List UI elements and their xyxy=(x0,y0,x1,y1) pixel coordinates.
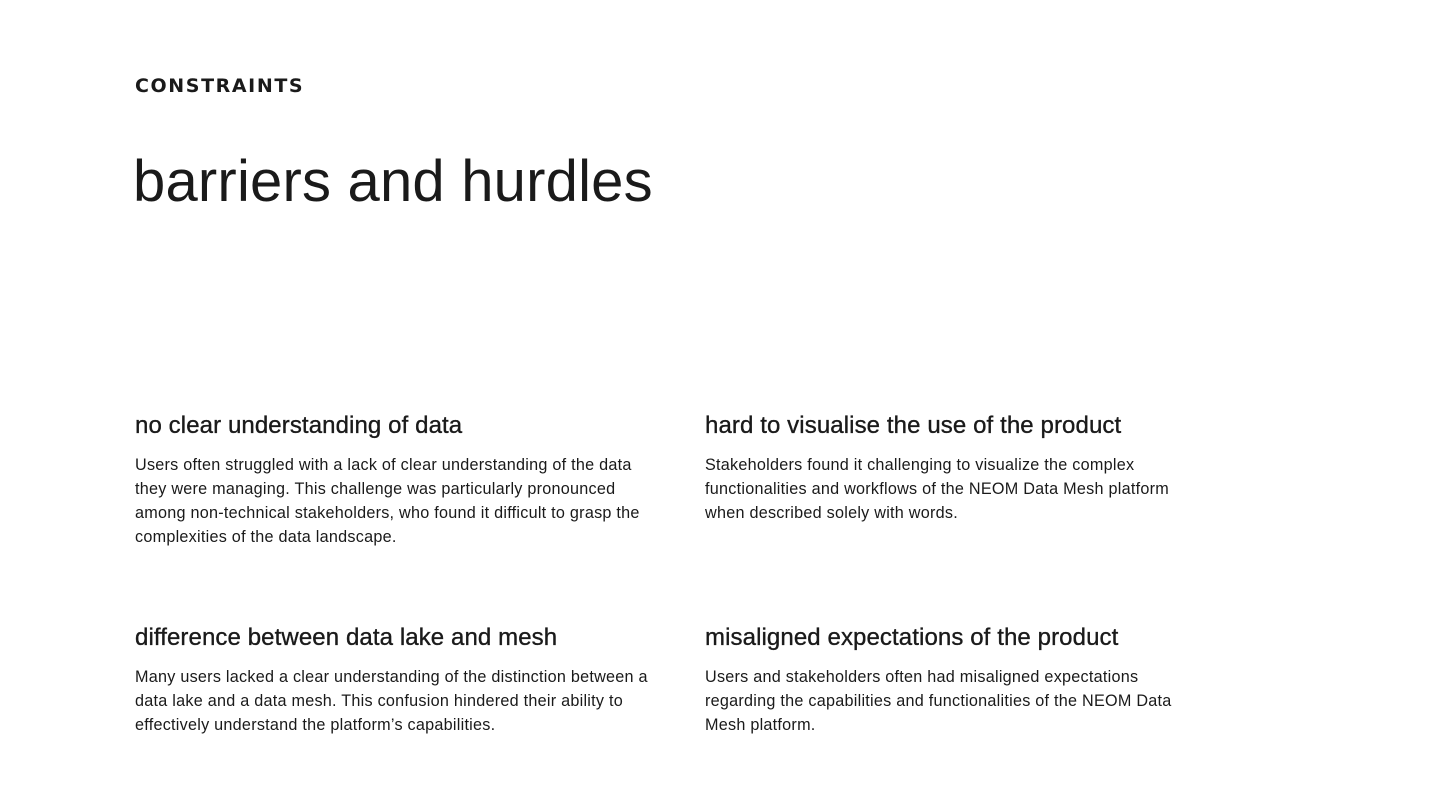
constraint-description: Stakeholders found it challenging to visualize the complex functionalities and workflows of the NEOM Data Mesh platform when described solely with words. xyxy=(705,456,1169,522)
constraint-item xyxy=(135,621,665,737)
constraint-heading: hard to visualise the use of the product xyxy=(705,412,1122,439)
constraint-heading: no clear understanding of data xyxy=(135,412,463,439)
section-label: CONSTRAINTS xyxy=(135,75,305,97)
page-title: barriers and hurdles xyxy=(133,149,653,214)
constraint-item xyxy=(705,621,1235,737)
constraint-description: Users often struggled with a lack of clear understanding of the data they were managing. This challenge was particularly pronounced among non-technical stakeholders, who found it difficult to grasp the complexities of the data landscape. xyxy=(135,456,640,546)
constraint-heading: misaligned expectations of the product xyxy=(705,624,1119,651)
constraint-item xyxy=(705,409,1235,525)
constraint-description: Users and stakeholders often had misaligned expectations regarding the capabilities and functionalities of the NEOM Data Mesh platform. xyxy=(705,668,1172,734)
constraint-item xyxy=(135,409,665,549)
constraint-description: Many users lacked a clear understanding of the distinction between a data lake and a data mesh. This confusion hindered their ability to effectively understand the platform’s capabilities. xyxy=(135,668,648,734)
constraint-heading: difference between data lake and mesh xyxy=(135,624,558,651)
